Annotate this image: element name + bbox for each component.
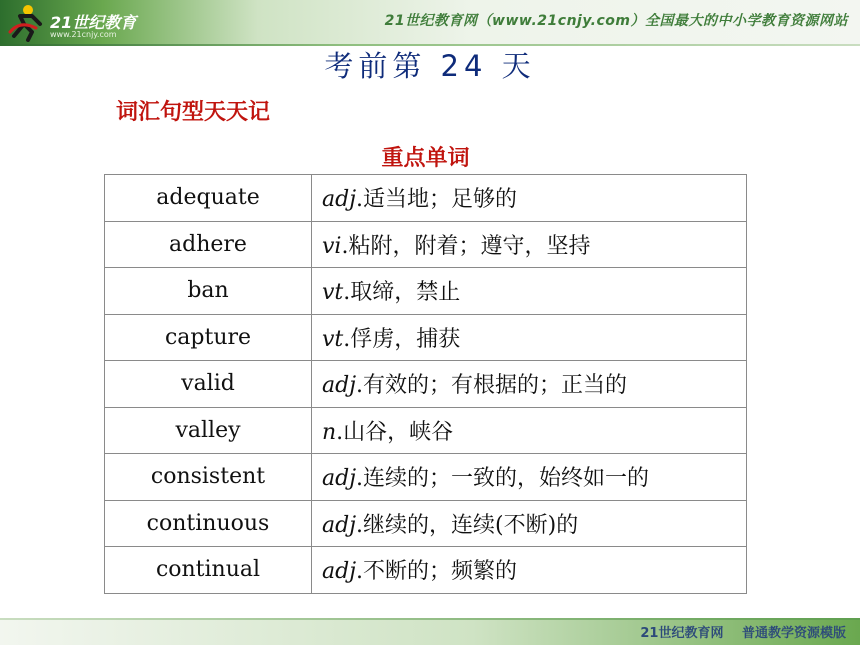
part-of-speech: adj — [322, 512, 357, 538]
definition-cell — [312, 221, 747, 268]
table-row — [105, 221, 747, 268]
part-of-speech: adj — [322, 373, 357, 399]
definition-cell — [312, 500, 747, 547]
part-of-speech: vt — [322, 326, 344, 352]
definition-cell — [312, 361, 747, 408]
site-logo[interactable] — [6, 2, 146, 42]
word-cell: consistent — [105, 454, 312, 501]
definition-cell — [312, 314, 747, 361]
section-title: 词汇句型天天记 — [116, 100, 271, 125]
word-cell: adhere — [105, 221, 312, 268]
word-cell: valley — [105, 407, 312, 454]
part-of-speech: adj — [322, 466, 357, 492]
meaning-text: .适当地；足够的 — [356, 187, 518, 213]
meaning-text: .有效的；有根据的；正当的 — [356, 373, 628, 399]
footer-text: 21世纪教育网 普通教学资源模版 — [640, 626, 846, 641]
definition-cell — [312, 547, 747, 594]
part-of-speech: vi — [322, 233, 342, 259]
running-person-icon — [6, 2, 48, 42]
logo-url: www.21cnjy.com — [50, 30, 117, 39]
table-row — [105, 500, 747, 547]
meaning-text: .连续的；一致的，始终如一的 — [356, 466, 650, 492]
meaning-text: .山谷，峡谷 — [336, 419, 454, 445]
word-cell: continuous — [105, 500, 312, 547]
definition-cell — [312, 407, 747, 454]
word-cell: ban — [105, 268, 312, 315]
word-cell: capture — [105, 314, 312, 361]
word-cell: continual — [105, 547, 312, 594]
logo-text: 21世纪教育 — [50, 13, 137, 32]
meaning-text: .粘附，附着；遵守，坚持 — [341, 233, 591, 259]
meaning-text: .不断的；频繁的 — [356, 559, 518, 585]
meaning-text: .取缔，禁止 — [343, 280, 461, 306]
word-cell: valid — [105, 361, 312, 408]
table-row — [105, 361, 747, 408]
part-of-speech: adj — [322, 559, 357, 585]
table-row — [105, 454, 747, 501]
part-of-speech: vt — [322, 280, 344, 306]
table-row — [105, 407, 747, 454]
header-slogan: 21世纪教育网（www.21cnjy.com）全国最大的中小学教育资源网站 — [384, 13, 848, 29]
definition-cell — [312, 454, 747, 501]
table-caption: 重点单词 — [381, 146, 470, 171]
table-row — [105, 175, 747, 222]
table-row — [105, 547, 747, 594]
meaning-text: .继续的，连续(不断)的 — [356, 512, 579, 538]
meaning-text: .俘虏，捕获 — [343, 326, 461, 352]
vocabulary-table — [104, 174, 747, 594]
definition-cell — [312, 268, 747, 315]
word-cell: adequate — [105, 175, 312, 222]
table-row — [105, 268, 747, 315]
footer-divider — [0, 618, 860, 620]
definition-cell — [312, 175, 747, 222]
part-of-speech: adj — [322, 187, 357, 213]
part-of-speech: n — [322, 419, 337, 445]
page-title: 考前第 24 天 — [324, 49, 536, 83]
table-row — [105, 314, 747, 361]
